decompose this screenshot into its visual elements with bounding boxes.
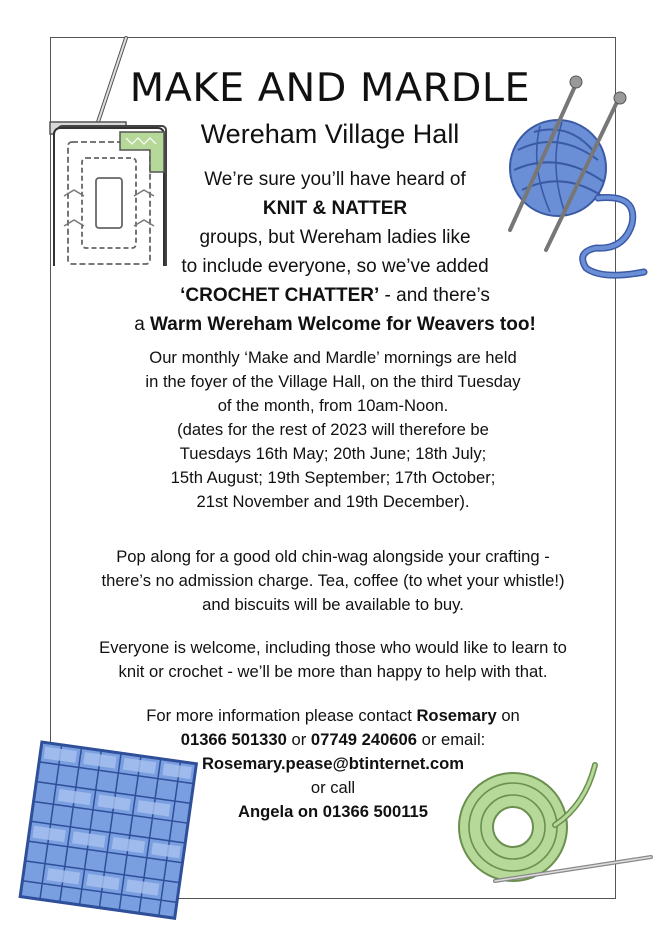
intro-line: a Warm Wereham Welcome for Weavers too! — [134, 314, 536, 335]
weavers-welcome-text: Warm Wereham Welcome for Weavers too! — [150, 314, 536, 335]
intro-paragraph — [100, 165, 570, 339]
crochet-chatter-text: ‘CROCHET CHATTER’ — [180, 285, 380, 306]
pop-along-line: and biscuits will be available to buy. — [202, 595, 464, 614]
venue-name: Wereham Village Hall — [200, 119, 460, 149]
contact-name: Rosemary — [416, 706, 497, 725]
everyone-paragraph — [60, 636, 606, 684]
intro-line: ‘CROCHET CHATTER’ - and there’s — [180, 285, 490, 306]
email-link[interactable]: Rosemary.pease@btinternet.com — [201, 754, 465, 773]
schedule-paragraph — [60, 346, 606, 514]
schedule-line: 21st November and 19th December). — [196, 492, 470, 511]
schedule-line: 15th August; 19th September; 17th October; — [170, 468, 496, 487]
schedule-line: Our monthly ‘Make and Mardle’ mornings are held — [149, 348, 517, 367]
intro-line: to include everyone, so we’ve added — [181, 256, 489, 277]
intro-line: groups, but Wereham ladies like — [199, 227, 471, 248]
contact-line: 01366 501330 or 07749 240606 or email: — [180, 730, 486, 749]
contact-paragraph — [60, 704, 606, 824]
contact-line: For more information please contact Rosemary on — [146, 706, 520, 725]
schedule-line: (dates for the rest of 2023 will therefore be — [177, 420, 489, 439]
phone-number-2: 07749 240606 — [310, 730, 417, 749]
angela-contact: Angela on 01366 500115 — [237, 802, 429, 821]
schedule-line: Tuesdays 16th May; 20th June; 18th July; — [179, 444, 487, 463]
poster-title: MAKE AND MARDLE — [129, 66, 531, 111]
phone-number-1: 01366 501330 — [180, 730, 287, 749]
everyone-line: knit or crochet - we’ll be more than happy to help with that. — [118, 662, 548, 681]
pop-along-paragraph — [60, 545, 606, 617]
knit-natter-heading: KNIT & NATTER — [262, 198, 408, 219]
pop-along-line: there’s no admission charge. Tea, coffee (to whet your whistle!) — [101, 571, 565, 590]
schedule-line: in the foyer of the Village Hall, on the third Tuesday — [145, 372, 521, 391]
intro-line: We’re sure you’ll have heard of — [204, 169, 466, 190]
schedule-line: of the month, from 10am-Noon. — [217, 396, 449, 415]
everyone-line: Everyone is welcome, including those who would like to learn to — [99, 638, 567, 657]
or-call-text: or call — [310, 778, 356, 797]
pop-along-line: Pop along for a good old chin-wag alongside your crafting - — [116, 547, 550, 566]
